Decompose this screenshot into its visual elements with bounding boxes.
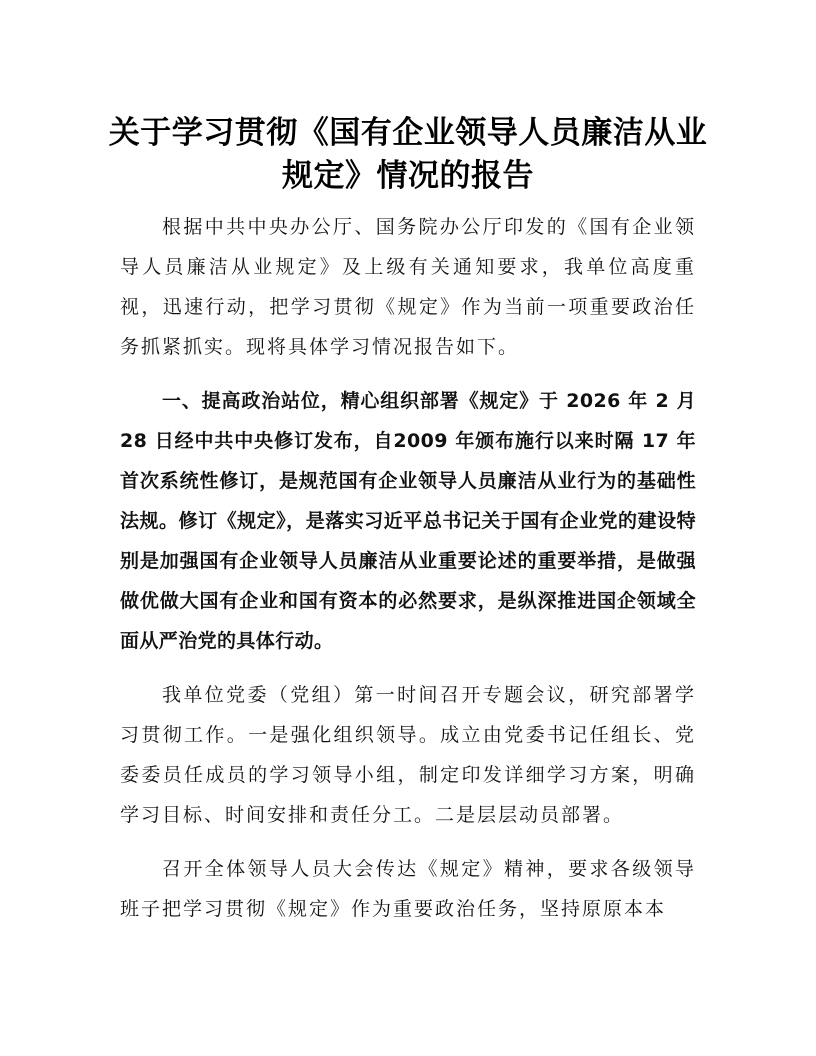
paragraph-intro: 根据中共中央办公厅、国务院办公厅印发的《国有企业领导人员廉洁从业规定》及上级有关通知要求，我单位高度重视，迅速行动，把学习贯彻《规定》作为当前一项重要政治任务抓紧抓实。现将具体学习情况报告如下。 bbox=[120, 216, 696, 358]
paragraph-meeting: 召开全体领导人员大会传达《规定》精神，要求各级领导班子把学习贯彻《规定》作为重要政治任务，坚持原原本本 bbox=[120, 858, 696, 920]
document-title: 关于学习贯彻《国有企业领导人员廉洁从业规定》情况的报告 bbox=[108, 115, 708, 194]
paragraph-section-one: 一、提高政治站位，精心组织部署《规定》于 2026 年 2 月 28 日经中共中央修订发布，自2009 年颁布施行以来时隔 17 年首次系统性修订，是规范国有企业领导人员廉洁从业行为的基础性法规。修订《规定》，是落实习近平总书记关于国有企业党的建设特别是加强国有企业领导人员廉洁从业重要论述的重要举措，是做强做优做大国有企业和国有资本的必然要求，是纵深推进国企领域全面从严治党的具体行动。 bbox=[120, 390, 696, 652]
paragraph-work-deployment: 我单位党委（党组）第一时间召开专题会议，研究部署学习贯彻工作。一是强化组织领导。成立由党委书记任组长、党委委员任成员的学习领导小组，制定印发详细学习方案，明确学习目标、时间安排和责任分工。二是层层动员部署。 bbox=[120, 684, 696, 826]
document-body bbox=[120, 207, 696, 943]
